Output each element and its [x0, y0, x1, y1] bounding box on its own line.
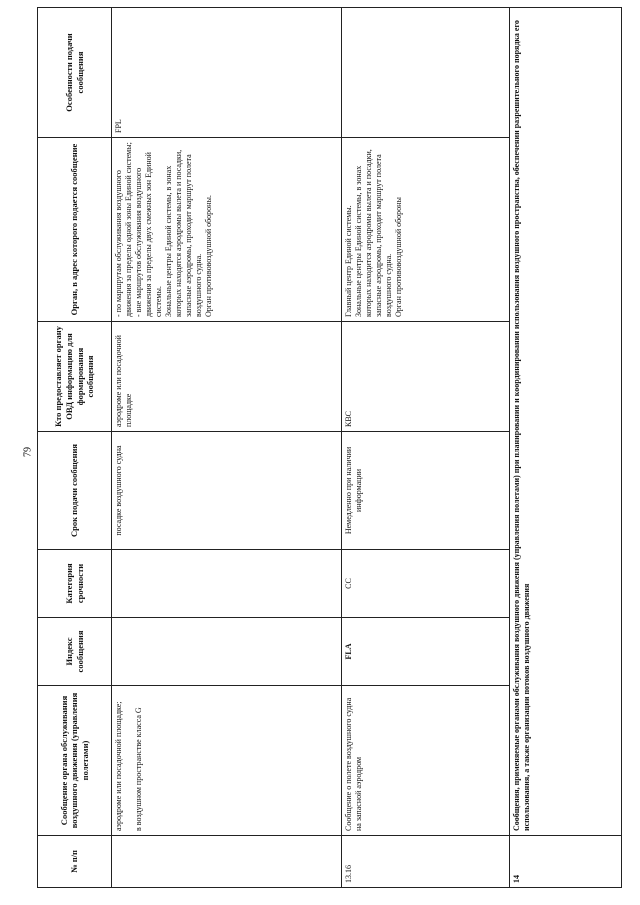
cell-num — [112, 836, 342, 888]
cell-num: 13.16 — [342, 836, 510, 888]
header-deadline: Срок подачи сообщения — [38, 432, 112, 550]
addressee-line: Главный центр Единой системы. — [344, 205, 353, 317]
rotated-page — [37, 8, 622, 888]
message-line — [124, 690, 134, 831]
header-category: Категория срочности — [38, 550, 112, 618]
section-row-14 — [510, 8, 622, 888]
addressee-line: Орган противовоздушной обороны — [394, 197, 403, 317]
cell-index: FLA — [342, 618, 510, 686]
header-index: Индекс сообщения — [38, 618, 112, 686]
addressee-line: Зональные центры Единой системы, в зонах которых находится аэродромы вылета и посадки, запасные аэродромы, проходит маршрут полета воздушного судна. — [354, 149, 393, 317]
header-features: Особенности подачи сообщения — [38, 8, 112, 138]
addressee-line: - вне маршрутов обслуживания воздушного движения за пределы двух смежных зон Единой системы. — [134, 152, 163, 317]
section-number: 14 — [510, 836, 622, 888]
header-provider: Кто предоставляет органу ОВД информацию для формирования сообщения — [38, 322, 112, 432]
table-row-continued — [112, 8, 342, 888]
cell-addressee — [342, 138, 510, 322]
cell-provider: КВС — [342, 322, 510, 432]
addressee-line: Зональные центры Единой системы, в зонах которых находятся аэродромы вылета и посадки, запасные аэродромы, проходит маршрут полета воздушного судна. — [164, 149, 203, 317]
header-num: № п/п — [38, 836, 112, 888]
cell-category: CC — [342, 550, 510, 618]
cell-features — [342, 8, 510, 138]
page-number: 79 — [22, 447, 34, 457]
message-line: в воздушном пространстве класса G — [134, 707, 143, 831]
cell-category — [112, 550, 342, 618]
table-header-row — [38, 8, 112, 888]
cell-index — [112, 618, 342, 686]
cell-deadline: Немедленно при наличии информации — [342, 432, 510, 550]
cell-addressee — [112, 138, 342, 322]
section-heading: Сообщения, применяемые органами обслуживания воздушного движения (управления полетами) при планировании и координировании использования воздушного пространства, обеспечении разрешительного порядка его использования, а также организации потоков воздушного движения — [510, 8, 622, 836]
cell-deadline: посадке воздушного судна — [112, 432, 342, 550]
table-row-13-16 — [342, 8, 510, 888]
cell-provider: аэродроме или посадочной площадке — [112, 322, 342, 432]
cell-message: Сообщение о полете воздушного судна на запасной аэродром — [342, 686, 510, 836]
cell-features: FPL — [112, 8, 342, 138]
header-addressee: Орган, в адрес которого подается сообщение — [38, 138, 112, 322]
cell-message — [112, 686, 342, 836]
addressee-line: Орган противовоздушной обороны. — [204, 195, 213, 317]
regulation-table — [37, 7, 622, 888]
addressee-line: - по маршрутам обслуживания воздушного движения за пределы одной зоны Единой системы; — [114, 142, 133, 317]
message-line: аэродроме или посадочной площадке; — [114, 701, 123, 831]
header-message: Сообщение органа обслуживания воздушного движения (управления полетами) — [38, 686, 112, 836]
